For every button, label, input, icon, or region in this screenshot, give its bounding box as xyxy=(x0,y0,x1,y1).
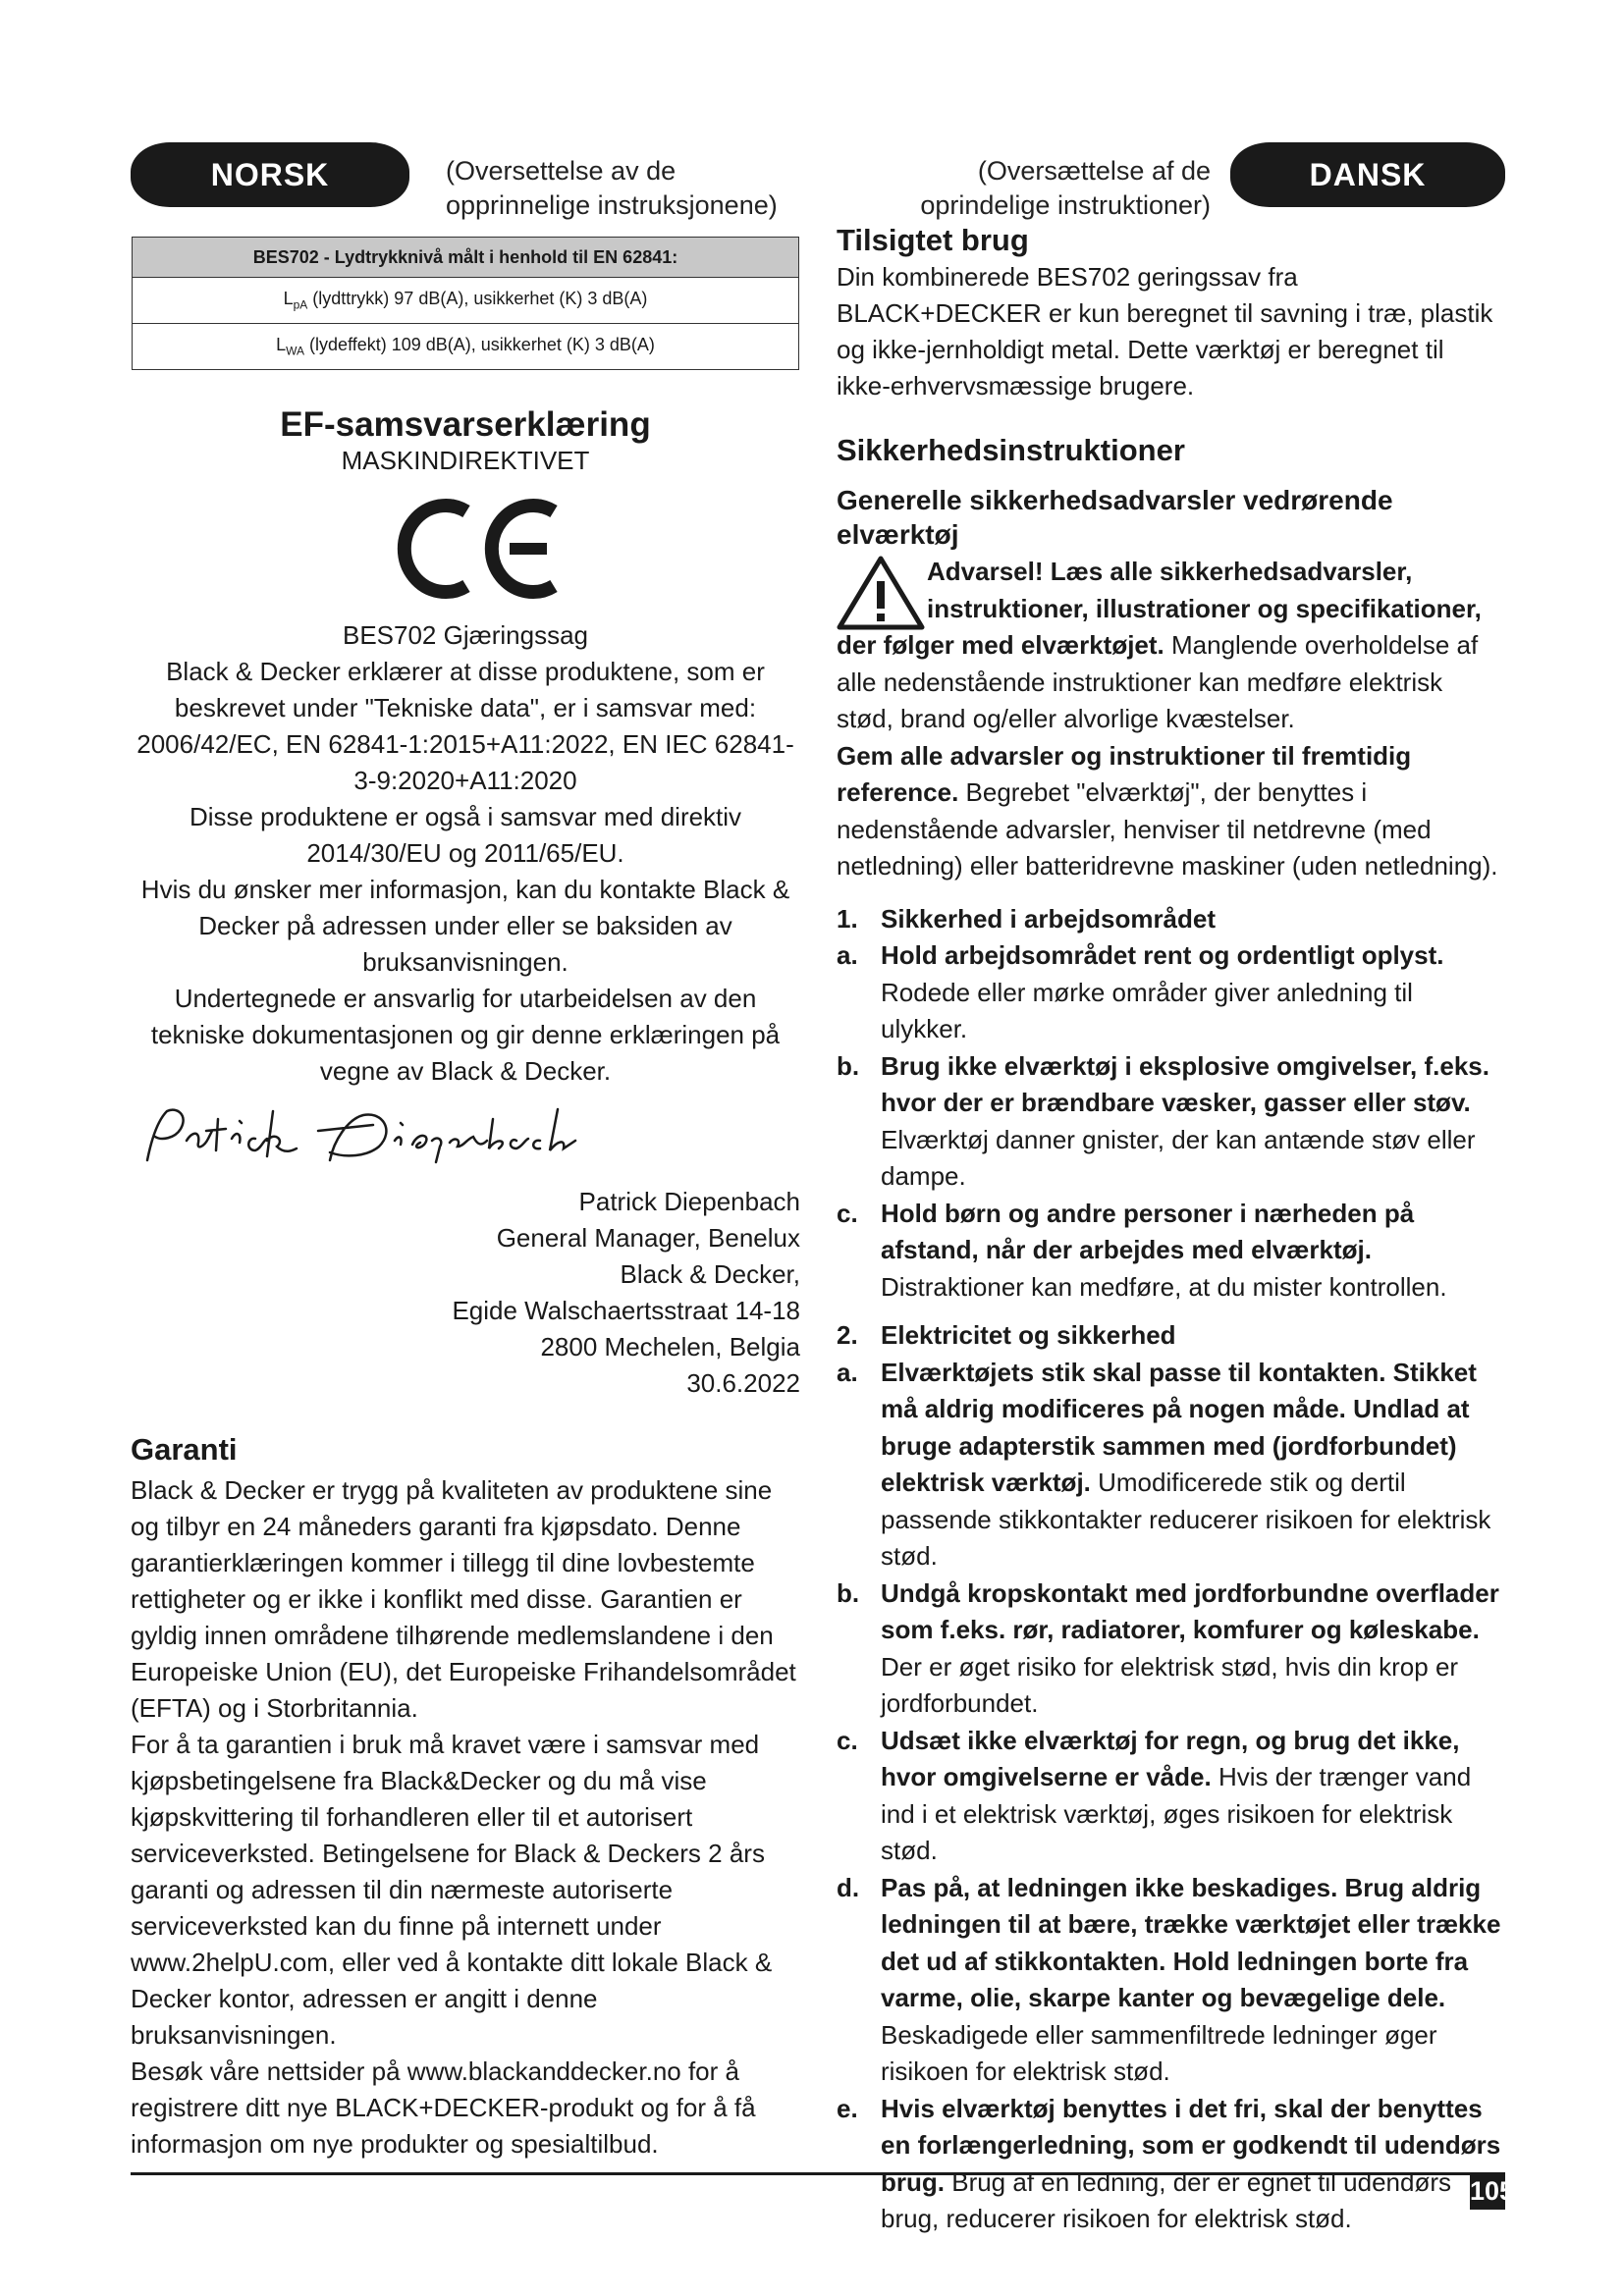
safety-list-item: d. Pas på, at ledningen ikke beskadiges. Brug aldrig ledningen til at bære, trække værktøjet eller trække det ud af stikkontakten. Hold ledningen borte fra varme, olie, skarpe kanter og bevægelige dele. Beskadigede eller sammenfiltrede ledninger øger risikoen for elektrisk stød. xyxy=(837,1872,1501,2086)
safety-title: Sikkerhedsinstruktioner xyxy=(837,433,1185,467)
signature-image xyxy=(137,1101,609,1180)
footer-rule xyxy=(131,2172,1505,2175)
signer-date: 30.6.2022 xyxy=(686,1368,800,1398)
intended-use-title: Tilsigtet brug xyxy=(837,223,1029,257)
declaration-paragraph-4: Undertegnede er ansvarlig for utarbeidelsen av den tekniske dokumentasjonen og gir denne erklæringen på vegne av Black & Decker. xyxy=(150,984,781,1086)
warranty-paragraph-1: Black & Decker er trygg på kvaliteten av produktene sine og tilbyr en 24 måneders garanti fra kjøpsdato. Denne garantierklæringen kommer i tillegg til dine lovbestemte rettigheter og er ikke i konflikt med disse. Garantien er gyldig innen områdene tilhørende medlemslandene i den Europeiske Union (EU), det Europeiske Frihandelsområdet (EFTA) og i Storbritannia. xyxy=(131,1475,796,1723)
language-badge-norsk: NORSK xyxy=(131,142,409,207)
noise-table-header: BES702 - Lydtrykknivå målt i henhold til EN 62841: xyxy=(133,238,799,278)
warning-triangle-icon xyxy=(837,556,925,630)
signer-title: General Manager, Benelux xyxy=(496,1223,800,1253)
general-warning: Advarsel! Læs alle sikkerhedsadvarsler, instruktioner, illustrationer og specifikationer, der følger med elværktøjet. Manglende overholdelse af alle nedenstående instruktioner kan medføre elektrisk stød, brand og/eller alvorlige kvæstelser. xyxy=(837,557,1482,733)
safety-list-item: c. Hold børn og andre personer i nærheden på afstand, når der arbejdes med elværktøj. Distraktioner kan medføre, at du mister kontrollen. xyxy=(837,1198,1447,1302)
safety-list-item: a. Elværktøjets stik skal passe til kontakten. Stikket må aldrig modificeres på nogen måde. Undlad at bruge adapterstik sammen med (jordforbundet) elektrisk værktøj. Umodificerede stik og dertil passende stikkontakter reducerer risikoen for elektrisk stød. xyxy=(837,1357,1491,1571)
signer-street: Egide Walschaertsstraat 14-18 xyxy=(452,1296,800,1325)
safety-sections xyxy=(837,901,1504,2238)
noise-level-table xyxy=(132,237,799,370)
warranty-paragraph-2: For å ta garantien i bruk må kravet være i samsvar med kjøpsbetingelsene fra Black&Decker og du må vise kjøpskvittering til forhandleren eller til et autorisert serviceverksted. Betingelsene for Black & Deckers 2 års garanti og adressen til din nærmeste autoriserte serviceverksted kan du finne på internett under www.2helpU.com, eller ved å kontakte ditt lokale Black & Decker kontor, adressen er angitt i denne bruksanvisningen. xyxy=(131,1730,773,2050)
signer-city: 2800 Mechelen, Belgia xyxy=(540,1332,800,1362)
warranty-paragraph-3: Besøk våre nettsider på www.blackanddecker.no for å registrere ditt nye BLACK+DECKER-produkt og for å få informasjon om nye produkter og spesialtilbud. xyxy=(131,2056,756,2159)
safety-list-item: e. Hvis elværktøj benyttes i det fri, skal der benyttes en forlængerledning, som er godkendt til udendørs brug. Brug af en ledning, der er egnet til udendørs brug, reducerer risikoen for elektrisk stød. xyxy=(837,2093,1501,2233)
translation-note-dansk: (Oversættelse af de oprindelige instruktioner) xyxy=(920,156,1211,220)
translation-note-norsk: (Oversettelse av de opprinnelige instruksjonene) xyxy=(446,156,778,220)
safety-section-heading: 2. Elektricitet og sikkerhed xyxy=(837,1320,1176,1350)
safety-list-item: a. Hold arbejdsområdet rent og ordentligt oplyst. Rodede eller mørke områder giver anledning til ulykker. xyxy=(837,940,1444,1043)
page-number: 105 xyxy=(1470,2172,1505,2210)
warranty-title: Garanti xyxy=(131,1432,238,1467)
warranty-section xyxy=(131,1431,800,2163)
noise-table-row-lpa: $L_{pA}$ (lydttrykk) 97 dB(A), usikkerhet (K) 3 dB(A) xyxy=(133,278,799,324)
declaration-section xyxy=(131,405,800,1090)
signer-company: Black & Decker, xyxy=(620,1259,800,1289)
safety-subtitle: Generelle sikkerhedsadvarsler vedrørende elværktøj xyxy=(837,485,1393,550)
safety-list-item: c. Udsæt ikke elværktøj for regn, og brug det ikke, hvor omgivelserne er våde. Hvis der trænger vand ind i et elektrisk værktøj, øges risikoen for elektrisk stød. xyxy=(837,1725,1472,1865)
keep-instructions: Gem alle advarsler og instruktioner til fremtidig reference. Begrebet "elværktøj", der benyttes i nedenstående advarsler, henviser til netdrevne (med netledning) eller batteridrevne maskiner (uden netledning). xyxy=(837,740,1498,881)
declaration-product: BES702 Gjæringssag xyxy=(342,620,589,650)
safety-section-heading: 1. Sikkerhed i arbejdsområdet xyxy=(837,903,1217,934)
signer-name: Patrick Diepenbach xyxy=(578,1187,800,1216)
ce-mark-icon xyxy=(131,476,800,614)
declaration-paragraph-2: Disse produktene er også i samsvar med direktiv 2014/30/EU og 2011/65/EU. xyxy=(189,802,742,868)
safety-list-item: b. Undgå kropskontakt med jordforbundne overflader som f.eks. rør, radiatorer, komfurer og køleskabe. Der er øget risiko for elektrisk stød, hvis din krop er jordforbundet. xyxy=(837,1577,1499,1718)
declaration-paragraph-3: Hvis du ønsker mer informasjon, kan du kontakte Black & Decker på adressen under eller se baksiden av bruksanvisningen. xyxy=(140,875,790,977)
intended-use-text: Din kombinerede BES702 geringssav fra BLACK+DECKER er kun beregnet til savning i træ, plastik og ikke-jernholdigt metal. Dette værktøj er beregnet til ikke-erhvervsmæssige brugere. xyxy=(837,262,1493,400)
language-badge-dansk: DANSK xyxy=(1230,142,1505,207)
signer-block xyxy=(295,1184,800,1402)
declaration-paragraph-1: Black & Decker erklærer at disse produktene, som er beskrevet under "Tekniske data", er i samsvar med: 2006/42/EC, EN 62841-1:2015+A11:2022, EN IEC 62841-3-9:2020+A11:2020 xyxy=(136,657,794,795)
noise-table-row-lwa: $L_{WA}$ (lydeffekt) 109 dB(A), usikkerhet (K) 3 dB(A) xyxy=(133,324,799,370)
declaration-subtitle: MASKINDIREKTIVET xyxy=(341,446,590,475)
declaration-title: EF-samsvarserklæring xyxy=(280,405,651,444)
safety-list-item: b. Brug ikke elværktøj i eksplosive omgivelser, f.eks. hvor der er brændbare væsker, gasser eller støv. Elværktøj danner gnister, der kan antænde støv eller dampe. xyxy=(837,1050,1489,1191)
right-column xyxy=(837,222,1504,2238)
